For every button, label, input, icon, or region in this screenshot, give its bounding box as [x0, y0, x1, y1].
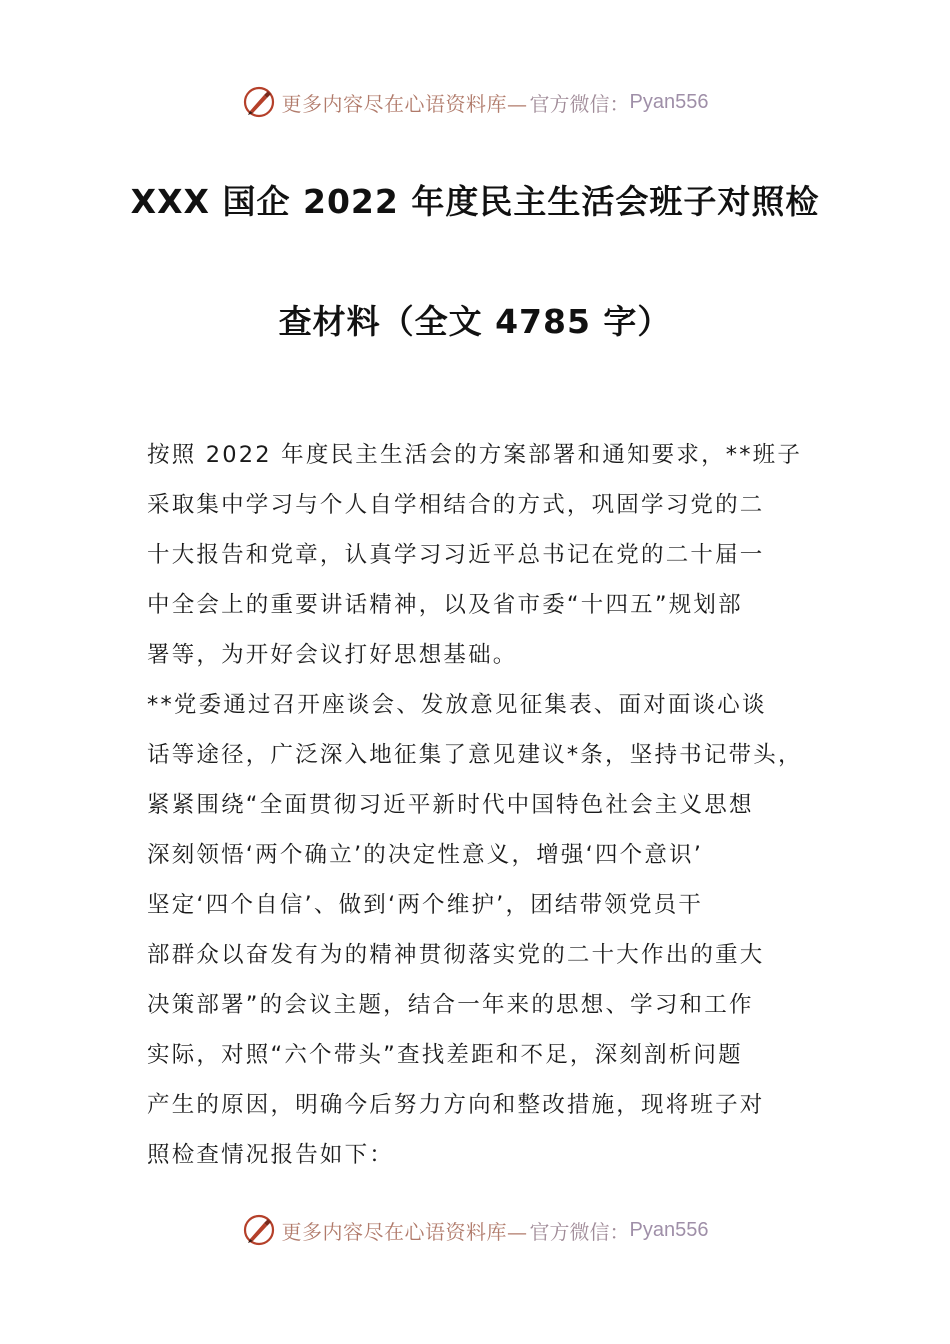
- document-title-line-2: 查材料（全文 4785 字）: [278, 302, 672, 341]
- paragraph-2-line: 话等途径，广泛深入地征集了意见建议*条，坚持书记带头，: [147, 742, 803, 768]
- pen-circle-logo-icon: [242, 1213, 276, 1247]
- paragraph-2-line: 决策部署”的会议主题，结合一年来的思想、学习和工作: [147, 992, 754, 1018]
- wechat-label: 官方微信：: [529, 1219, 630, 1244]
- paragraph-2-line: **党委通过召开座谈会、发放意见征集表、面对面谈心谈: [147, 692, 767, 718]
- paragraph-1-line: 采取集中学习与个人自学相结合的方式，巩固学习党的二: [147, 492, 765, 518]
- paragraph-2-line: 照检查情况报告如下：: [147, 1142, 395, 1168]
- paragraph-2-line: 坚定‘四个自信’、做到‘两个维护’，团结带领党员干: [147, 892, 704, 918]
- document-title-line-1: XXX 国企 2022 年度民主生活会班子对照检: [130, 182, 820, 221]
- paragraph-1-line: 中全会上的重要讲话精神，以及省市委“十四五”规划部: [147, 592, 743, 618]
- paragraph-1-line: 署等，为开好会议打好思想基础。: [147, 642, 518, 668]
- pen-circle-logo-icon: [242, 85, 276, 119]
- wechat-label: 官方微信：: [529, 91, 630, 116]
- promo-text: 更多内容尽在心语资料库—: [281, 91, 528, 116]
- promo-text: 更多内容尽在心语资料库—: [281, 1219, 528, 1244]
- header-banner: [0, 82, 950, 122]
- wechat-id: Pyan556: [629, 1218, 709, 1241]
- paragraph-2-line: 实际，对照“六个带头”查找差距和不足，深刻剖析问题: [147, 1042, 743, 1068]
- paragraph-1-line: 十大报告和党章，认真学习习近平总书记在党的二十届一: [147, 542, 765, 568]
- paragraph-2-line: 紧紧围绕“全面贯彻习近平新时代中国特色社会主义思想: [147, 792, 754, 818]
- wechat-id: Pyan556: [629, 90, 709, 113]
- paragraph-2-line: 部群众以奋发有为的精神贯彻落实党的二十大作出的重大: [147, 942, 765, 968]
- paragraph-2-line: 产生的原因，明确今后努力方向和整改措施，现将班子对: [147, 1092, 765, 1118]
- paragraph-1-line: 按照 2022 年度民主生活会的方案部署和通知要求，**班子: [147, 442, 803, 468]
- paragraph-2-line: 深刻领悟‘两个确立’的决定性意义，增强‘四个意识’: [147, 842, 704, 868]
- footer-banner: [0, 1210, 950, 1250]
